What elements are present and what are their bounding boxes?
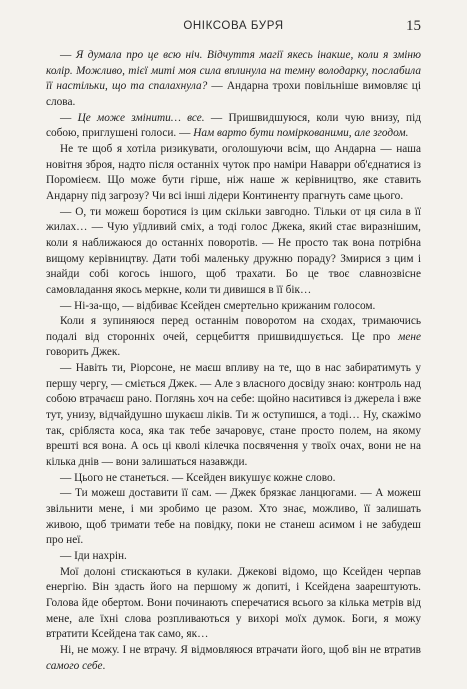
text-run: Не те щоб я хотіла ризикувати, оголошуючи всім, що Андарна — наша новітня зброя, надто після останніх чуток про наміри Наварри об'єднатися із Пороміеєм. Що може бути гірше, ніж наше ж керівництво, яке ставить Андарну під загрозу? Чи всі інші лідери Континенту прагнуть саме цього. [46,142,421,202]
text-run: — Ти можеш доставити її сам. — Джек брязкає ланцюгами. — А можеш звільнити мене, і ми зробимо це разом. Хто знає, можливо, її залишать живою, щоб тримати тебе на повідку, поки не станеш асимом і не забудеш про неї. [46,487,421,547]
italic-run: самого себе [46,659,103,672]
paragraph [46,142,421,205]
paragraph [46,205,421,299]
running-title: ОНІКСОВА БУРЯ [183,20,284,32]
text-run: — Цього не станеться. — Ксейден викушує кожне слово. [60,471,336,484]
paragraph [46,299,421,315]
paragraph [46,486,421,549]
body-text [46,48,421,674]
italic-run: Нам варто бути поміркованими, але згодом. [193,127,409,140]
page-number: 15 [406,18,421,34]
text-run: — Пришвидшуюся, коли чую внизу, під собою, приглушені голоси. — [46,111,421,140]
text-run: Мої долоні стискаються в кулаки. Джекові відомо, що Ксейден черпав енергію. Він здасть його на першому ж допиті, і Ксейдена заарештують. Голова йде обертом. Вони починають сперечатися всього за кілька метрів від мене, але їхні слова розпливаються у вихорі моїх думок. Боги, я можу втратити Ксейдена так само, як… [46,565,421,641]
paragraph [46,48,421,111]
text-run: Коли я зупиняюся перед останнім поворотом на сходах, тримаючись подалі від сторонніх очей, серцебиття пришвидшується. Це про [46,315,421,343]
text-run: — О, ти можеш боротися із цим скільки завгодно. Тільки от ця сила в її жилах… — Чую уїдливий сміх, а тоді голос Джека, який стає виразнішим, коли я наближаюся до останніх поворотів. — Не просто так вона потрібна вищому керівництву. Дати тобі маленьку дружню пораду? Змирися з цим і знайди собі когось іншого, щоб трахати. Бо це твоє славнозвісне самовладання якось меркне, коли ти дивишся в її бік… [46,205,421,296]
paragraph [46,314,421,361]
paragraph [46,111,421,142]
text-run: говорить Джек. [46,346,121,359]
text-run: — [60,111,78,124]
italic-run: мене [398,330,421,343]
paragraph [46,471,421,487]
text-run: — Андарна трохи повільніше вимовляє ці слова. [46,80,421,108]
paragraph [46,643,421,674]
paragraph [46,549,421,565]
italic-run: Я думала про це всю ніч. Відчуття магії якесь інакше, коли я зміню колір. Можливо, тієї миті моя сила вплинула на темну володарку, послабила її настільки, що та спалахнула? [46,49,422,93]
text-run: — Іди нахрін. [60,550,127,562]
text-run: — Навіть ти, Ріорсоне, не маєш впливу на те, що в нас забиратимуть у першу чергу, — сміється Джек. — Але з власного досвіду знаю: контроль над собою втрачаєш рано. Поглянь хоч на себе: щойно наситився із джерела і вже тут, унизу, відчайдушно шукаєш ліків. Ти ж оступишся, а тоді… Ну, скажімо так, срібляста коса, яка так тебе зачаровує, стане просто полем, на якому врешті вся вона. А ось ці кволі кілечка посвячення у твоїх очах, вони не на кілька днів — вони залишаться назавжди. [46,362,421,469]
text-run: — Ні-за-що, — відбиває Ксейден смертельно крижаним голосом. [60,299,376,312]
text-run: . [102,659,106,672]
paragraph [46,565,421,643]
text-run: — [60,49,76,61]
running-head [46,18,421,40]
text-run: Ні, не можу. І не втрачу. Я відмовляюся втрачати його, щоб він не втратив [60,643,421,656]
paragraph [46,361,421,471]
italic-run: Це може змінити… все. [77,111,205,124]
